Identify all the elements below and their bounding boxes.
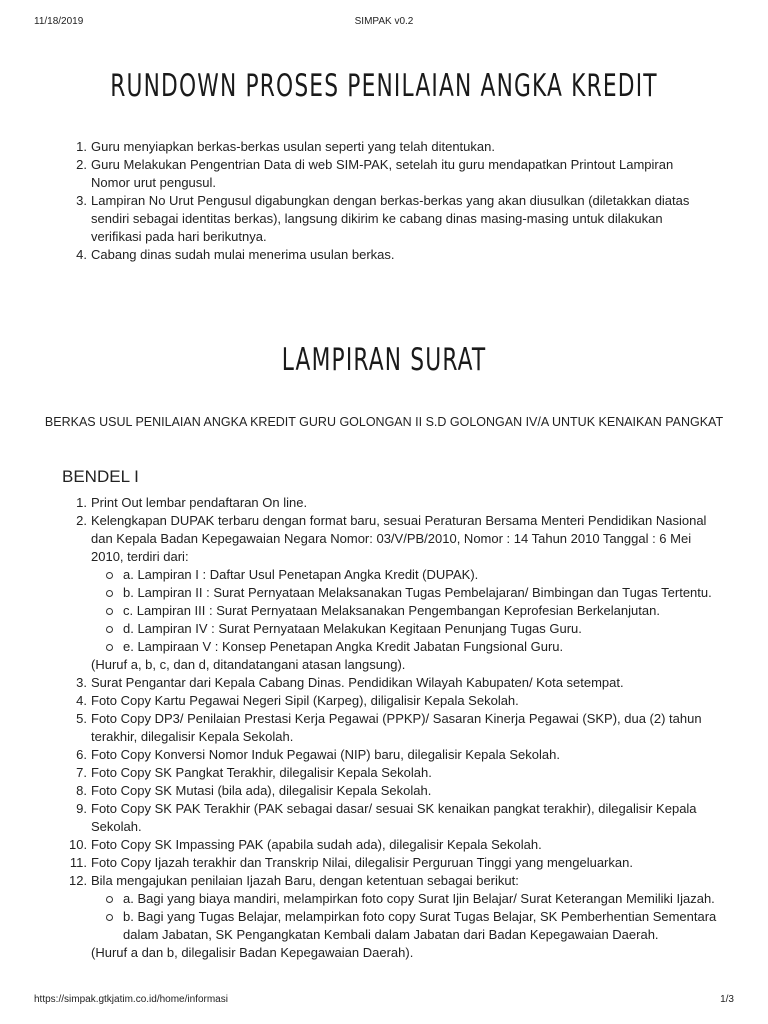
bendel-items-list <box>69 494 721 962</box>
sub-list-item: e. Lampiraan V : Konsep Penetapan Angka Kredit Jabatan Fungsional Guru. <box>123 638 721 656</box>
sub-list-item: a. Lampiran I : Daftar Usul Penetapan Angka Kredit (DUPAK). <box>123 566 721 584</box>
item-note: (Huruf a dan b, dilegalisir Badan Kepegawaian Daerah). <box>91 945 414 960</box>
page-number: 1/3 <box>720 994 734 1005</box>
list-item: 9. Foto Copy SK PAK Terakhir (PAK sebagai dasar/ sesuai SK kenaikan pangkat terakhir), dilegalisir Kepala Sekolah. <box>76 801 697 834</box>
list-item: 4. Foto Copy Kartu Pegawai Negeri Sipil (Karpeg), diligalisir Kepala Sekolah. <box>76 693 519 708</box>
list-item: 4. Cabang dinas sudah mulai menerima usulan berkas. <box>76 247 395 262</box>
list-item: 11. Foto Copy Ijazah terakhir dan Transkrip Nilai, dilegalisir Perguruan Tinggi yang mengeluarkan. <box>69 855 633 870</box>
bullet-icon <box>106 914 113 921</box>
bendel-heading: BENDEL I <box>62 467 139 486</box>
print-footer <box>34 994 734 1008</box>
section-title-rundown: RUNDOWN PROSES PENILAIAN ANGKA KREDIT <box>110 68 658 104</box>
bullet-icon <box>106 572 113 579</box>
sub-list-item: b. Bagi yang Tugas Belajar, melampirkan foto copy Surat Tugas Belajar, SK Pemberhentian Sementara dalam Jabatan, SK Pengangkatan Kembali dalam Jabatan dari Badan Kepegawaian Daerah. <box>123 908 721 944</box>
bullet-icon <box>106 626 113 633</box>
sub-list-item: d. Lampiran IV : Surat Pernyataan Melakukan Kegitaan Penunjang Tugas Guru. <box>123 620 721 638</box>
rundown-steps-list <box>76 138 711 264</box>
list-item: 1. Guru menyiapkan berkas-berkas usulan seperti yang telah ditentukan. <box>76 139 495 154</box>
page-url-link[interactable]: https://simpak.gtkjatim.co.id/home/informasi <box>34 994 228 1005</box>
sub-list <box>91 566 721 656</box>
list-item: 10. Foto Copy SK Impassing PAK (apabila sudah ada), dilegalisir Kepala Sekolah. <box>69 837 542 852</box>
bullet-icon <box>106 896 113 903</box>
list-item: 3. Surat Pengantar dari Kepala Cabang Dinas. Pendidikan Wilayah Kabupaten/ Kota setempat. <box>76 675 624 690</box>
list-item: 5. Foto Copy DP3/ Penilaian Prestasi Kerja Pegawai (PPKP)/ Sasaran Kinerja Pegawai (SKP), dua (2) tahun terakhir, dilegalisir Kepala Sekolah. <box>76 711 702 744</box>
list-item: 8. Foto Copy SK Mutasi (bila ada), dilegalisir Kepala Sekolah. <box>76 783 432 798</box>
list-item: 7. Foto Copy SK Pangkat Terakhir, dilegalisir Kepala Sekolah. <box>76 765 432 780</box>
list-item: 1. Print Out lembar pendaftaran On line. <box>76 495 308 510</box>
sub-list <box>91 890 721 944</box>
section-title-lampiran: LAMPIRAN SURAT <box>281 342 487 378</box>
item-note: (Huruf a, b, c, dan d, ditandatangani atasan langsung). <box>91 657 406 672</box>
bullet-icon <box>106 590 113 597</box>
section-subtitle: BERKAS USUL PENILAIAN ANGKA KREDIT GURU GOLONGAN II S.D GOLONGAN IV/A UNTUK KENAIKAN PANGKAT <box>44 415 724 429</box>
app-title: SIMPAK v0.2 <box>354 16 414 27</box>
list-item: 6. Foto Copy Konversi Nomor Induk Pegawai (NIP) baru, dilegalisir Kepala Sekolah. <box>76 747 560 762</box>
sub-list-item: b. Lampiran II : Surat Pernyataan Melaksanakan Tugas Pembelajaran/ Bimbingan dan Tugas Tertentu. <box>123 584 721 602</box>
print-date: 11/18/2019 <box>34 16 84 27</box>
sub-list-item: a. Bagi yang biaya mandiri, melampirkan foto copy Surat Ijin Belajar/ Surat Keterangan Memiliki Ijazah. <box>123 890 721 908</box>
sub-list-item: c. Lampiran III : Surat Pernyataan Melaksanakan Pengembangan Keprofesian Berkelanjutan. <box>123 602 721 620</box>
bullet-icon <box>106 644 113 651</box>
list-item: 2. Guru Melakukan Pengentrian Data di web SIM-PAK, setelah itu guru mendapatkan Printout Lampiran Nomor urut pengusul. <box>76 157 674 190</box>
print-header <box>34 16 734 30</box>
list-item: 3. Lampiran No Urut Pengusul digabungkan dengan berkas-berkas yang akan diusulkan (diletakkan diatas sendiri sebagai identitas berkas), langsung dikirim ke cabang dinas masing-masing untuk dilakukan verifikasi pada hari berikutnya. <box>76 193 690 244</box>
bullet-icon <box>106 608 113 615</box>
list-item: 2. Kelengkapan DUPAK terbaru dengan format baru, sesuai Peraturan Bersama Menteri Pendidikan Nasional dan Kepala Badan Kepegawaian Negara Nomor: 03/V/PB/2010, Nomor : 14 Tahun 2010 Tanggal : 6 Mei 2010, terdiri dari: a. Lampiran I : Daftar Usul Penetapan Angka Kredit (DUPAK). b. Lampiran II : Surat Pernyataan Melaksanakan Tugas Pembelajaran/ Bimbingan dan Tugas Tertentu. c. Lampiran III : Surat Pernyataan Melaksanakan Pengembangan Keprofesian Berkelanjutan. d. Lampiran IV : Surat Pernyataan Melakukan Kegitaan Penunjang Tugas Guru. e. Lampiraan V : Konsep Penetapan Angka Kredit Jabatan Fungsional Guru. (Huruf a, b, c, dan d, ditandatangani atasan langsung). <box>91 512 721 674</box>
list-item: 12. Bila mengajukan penilaian Ijazah Baru, dengan ketentuan sebagai berikut: a. Bagi yang biaya mandiri, melampirkan foto copy Surat Ijin Belajar/ Surat Keterangan Memiliki Ijazah. b. Bagi yang Tugas Belajar, melampirkan foto copy Surat Tugas Belajar, SK Pemberhentian Sementara dalam Jabatan, SK Pengangkatan Kembali dalam Jabatan dari Badan Kepegawaian Daerah. (Huruf a dan b, dilegalisir Badan Kepegawaian Daerah). <box>91 872 721 962</box>
